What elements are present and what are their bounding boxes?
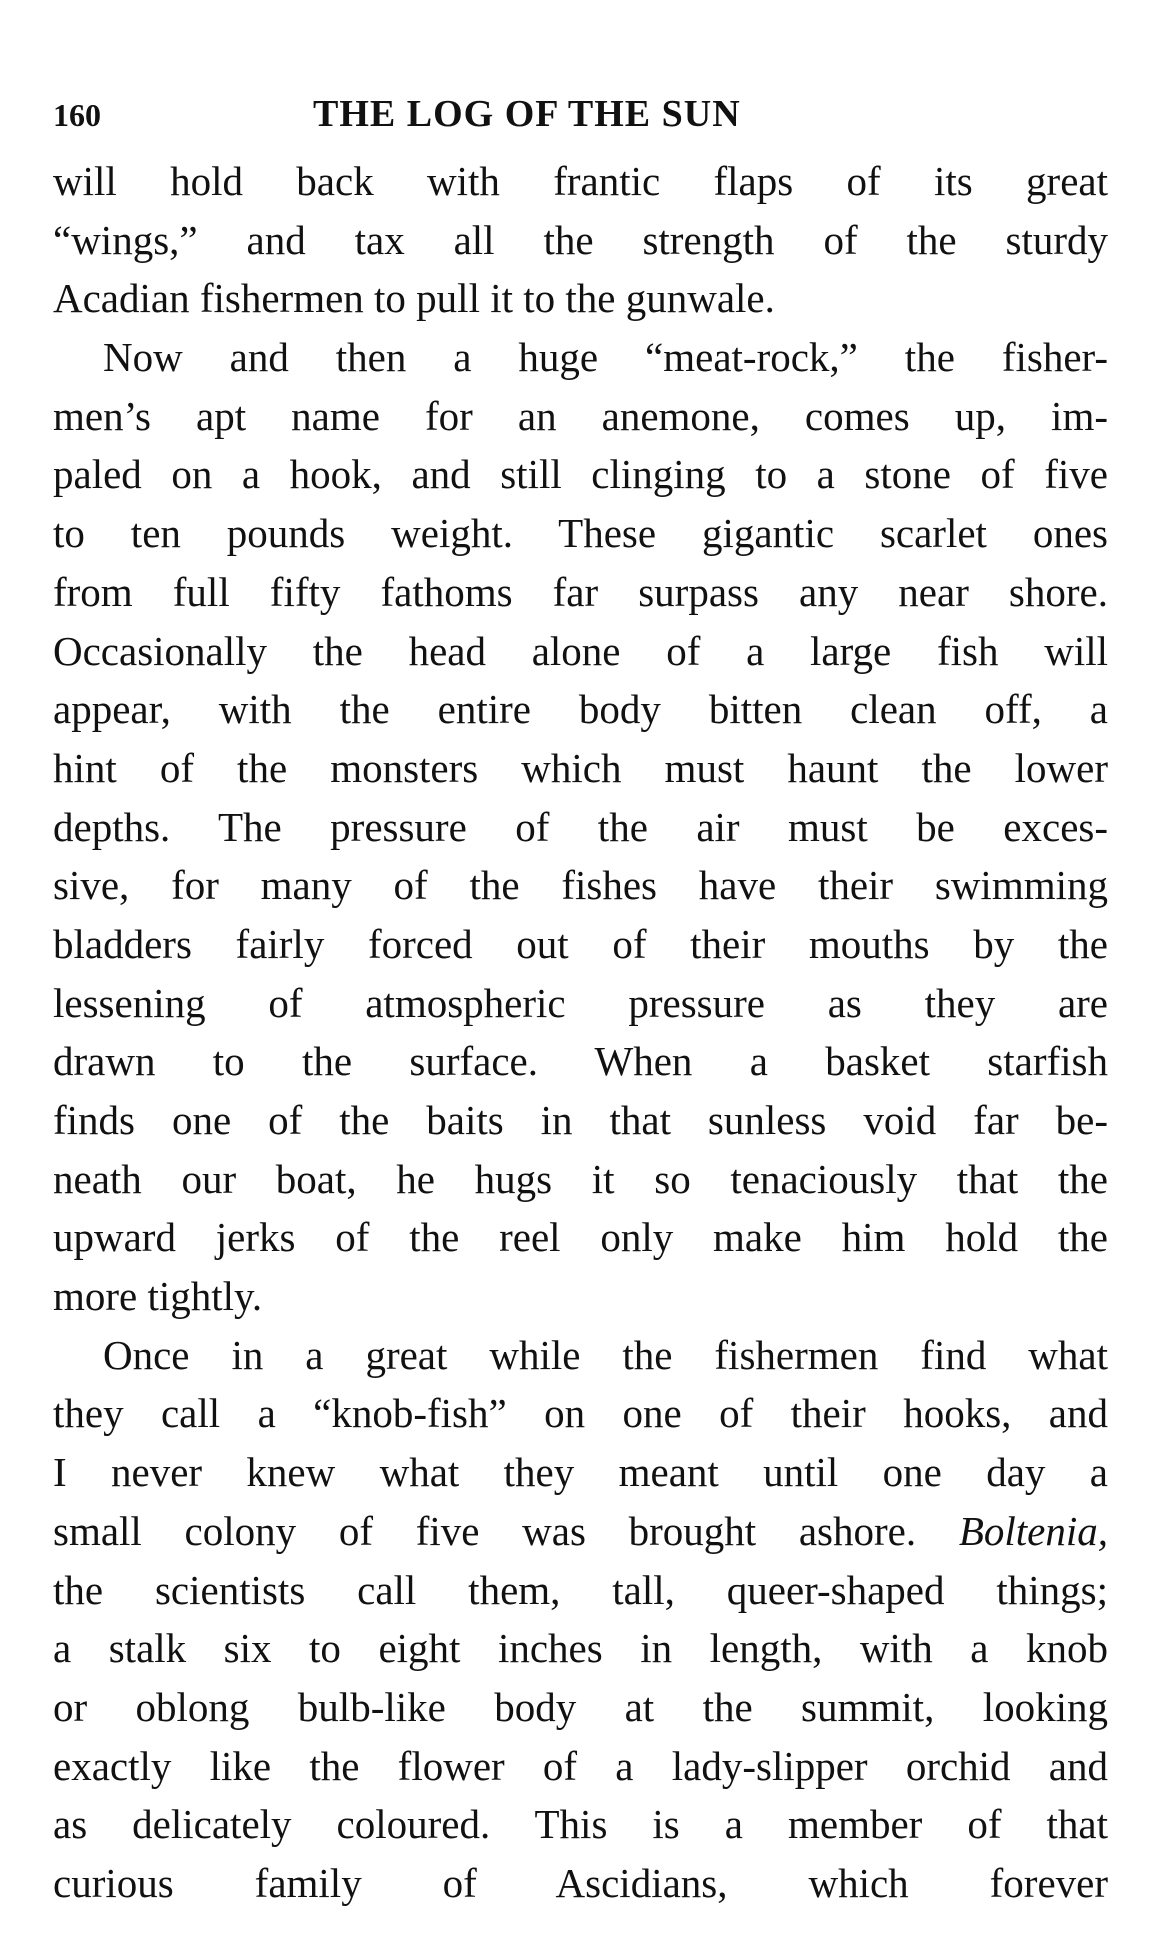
text-line: curious family of Ascidians, which forever xyxy=(53,1859,1108,1906)
text-line: more tightly. xyxy=(53,1273,263,1320)
text-line: they call a “knob-fish” on one of their hooks, and xyxy=(53,1390,1108,1437)
text-line: Occasionally the head alone of a large fish will xyxy=(53,627,1108,674)
text-line-with-term xyxy=(53,1502,1108,1561)
text-line: appear, with the entire body bitten clean off, a xyxy=(53,686,1108,733)
text-line: sive, for many of the fishes have their swimming xyxy=(53,862,1108,909)
text-line: Acadian fishermen to pull it to the gunwale. xyxy=(53,275,775,322)
text-line: exactly like the flower of a lady-slipper orchid and xyxy=(53,1742,1108,1789)
paragraph-1 xyxy=(53,152,1108,328)
text-line: as delicately coloured. This is a member of that xyxy=(53,1801,1108,1848)
italic-term: Boltenia, xyxy=(958,1507,1109,1554)
text-line: Now and then a huge “meat-rock,” the fisher- xyxy=(103,334,1108,381)
page-number: 160 xyxy=(53,97,101,133)
paragraph-3 xyxy=(53,1326,1108,1913)
text-line: upward jerks of the reel only make him hold the xyxy=(53,1214,1108,1261)
text-line: neath our boat, he hugs it so tenaciously that the xyxy=(53,1155,1108,1202)
text-fragment: small colony of five was brought ashore. xyxy=(53,1507,917,1554)
text-line: will hold back with frantic flaps of its great xyxy=(53,158,1108,204)
text-line: drawn to the surface. When a basket starfish xyxy=(53,1038,1108,1085)
text-line: hint of the monsters which must haunt the lower xyxy=(53,744,1108,791)
text-line: depths. The pressure of the air must be exces- xyxy=(53,803,1108,850)
text-line: bladders fairly forced out of their mouths by the xyxy=(53,920,1108,967)
text-line: lessening of atmospheric pressure as they are xyxy=(53,979,1108,1026)
text-line: to ten pounds weight. These gigantic scarlet ones xyxy=(53,510,1108,557)
text-line: “wings,” and tax all the strength of the sturdy xyxy=(53,216,1108,263)
text-line: from full fifty fathoms far surpass any near shore. xyxy=(53,568,1108,615)
text-line: a stalk six to eight inches in length, with a knob xyxy=(53,1625,1108,1672)
text-line: finds one of the baits in that sunless void far be- xyxy=(53,1097,1108,1143)
text-line: Once in a great while the fishermen find what xyxy=(103,1331,1108,1378)
text-line: men’s apt name for an anemone, comes up, im- xyxy=(53,392,1108,439)
text-line: I never knew what they meant until one day a xyxy=(53,1449,1108,1496)
book-page xyxy=(53,92,1108,1913)
paragraph-2 xyxy=(53,328,1108,1326)
text-line: the scientists call them, tall, queer-shaped things; xyxy=(53,1566,1108,1613)
page-header xyxy=(53,92,1108,152)
running-title: THE LOG OF THE SUN xyxy=(313,93,741,135)
text-line: paled on a hook, and still clinging to a stone of five xyxy=(53,451,1108,498)
text-line: or oblong bulb-like body at the summit, looking xyxy=(53,1683,1108,1730)
